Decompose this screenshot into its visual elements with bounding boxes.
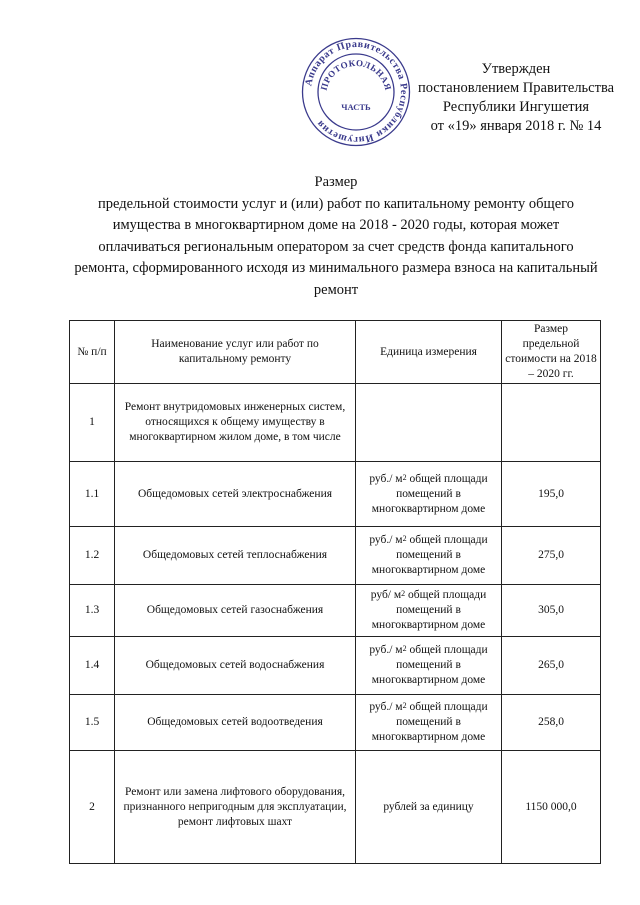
row-value xyxy=(502,384,601,462)
row-unit xyxy=(356,384,502,462)
row-value: 265,0 xyxy=(502,637,601,695)
unit-prefix: руб/ м xyxy=(370,589,402,601)
row-unit xyxy=(356,637,502,695)
header-value: Размер предельной стоимости на 2018 – 2020 гг. xyxy=(502,321,601,384)
header-number: № п/п xyxy=(70,321,115,384)
row-name: Общедомовых сетей водоотведения xyxy=(115,695,356,751)
seal-inner-arc-text: ПРОТОКОЛЬНАЯ xyxy=(318,57,394,92)
row-value: 275,0 xyxy=(502,527,601,585)
table-row xyxy=(70,695,601,751)
unit-suffix: общей площади помещений в многоквартирном доме xyxy=(371,589,487,631)
unit-suffix: общей площади помещений в многоквартирном доме xyxy=(371,644,488,686)
row-value: 305,0 xyxy=(502,585,601,637)
seal-outer-text: Аппарат Правительства Республики Ингушетия xyxy=(303,38,410,146)
table-row xyxy=(70,637,601,695)
row-value: 258,0 xyxy=(502,695,601,751)
unit-prefix: руб./ м xyxy=(369,701,403,713)
document-heading xyxy=(70,172,602,301)
row-value: 195,0 xyxy=(502,462,601,527)
row-number: 1.2 xyxy=(70,527,115,585)
row-number: 1.4 xyxy=(70,637,115,695)
row-unit xyxy=(356,527,502,585)
row-unit xyxy=(356,462,502,527)
unit-prefix: рублей за единицу xyxy=(383,800,474,813)
unit-prefix: руб./ м xyxy=(369,472,403,485)
table-row xyxy=(70,751,601,864)
unit-suffix: общей площади помещений в многоквартирном доме xyxy=(371,701,488,743)
unit-superscript: 2 xyxy=(402,701,407,710)
heading-title: Размер xyxy=(314,174,358,190)
approval-line-1: Утвержден xyxy=(481,61,551,77)
row-unit xyxy=(356,585,502,637)
approval-line-2: постановлением Правительства xyxy=(417,80,615,96)
seal-center-text: ЧАСТЬ xyxy=(341,102,371,112)
unit-prefix: руб./ м xyxy=(369,534,403,546)
table-row xyxy=(70,527,601,585)
row-unit xyxy=(356,751,502,864)
row-name: Ремонт или замена лифтового оборудования, признанного непригодным для эксплуатации, ремонт лифтовых шахт xyxy=(115,751,356,864)
header-name: Наименование услуг или работ по капитальному ремонту xyxy=(115,321,356,384)
table-header-row xyxy=(70,321,601,384)
row-value: 1150 000,0 xyxy=(502,751,601,864)
row-name: Ремонт внутридомовых инженерных систем, относящихся к общему имуществу в многоквартирном жилом доме, в том числе xyxy=(115,384,356,462)
row-name: Общедомовых сетей электроснабжения xyxy=(115,462,356,527)
unit-prefix: руб./ м xyxy=(369,644,403,656)
row-unit xyxy=(356,695,502,751)
unit-superscript: 2 xyxy=(402,534,407,543)
svg-text:ПРОТОКОЛЬНАЯ xyxy=(319,58,394,92)
approval-line-3: Республики Ингушетия xyxy=(442,99,590,115)
table-row xyxy=(70,585,601,637)
unit-suffix: общей площади помещений в многоквартирном доме xyxy=(371,472,488,515)
unit-suffix: общей площади помещений в многоквартирном доме xyxy=(371,534,488,576)
row-number: 1.1 xyxy=(70,462,115,527)
table-row xyxy=(70,384,601,462)
row-name: Общедомовых сетей газоснабжения xyxy=(115,585,356,637)
row-number: 1 xyxy=(70,384,115,462)
table-row xyxy=(70,462,601,527)
heading-body: предельной стоимости услуг и (или) работ по капитальному ремонту общего имущества в многоквартирном доме на 2018 - 2020 годы, которая может оплачиваться региональным оператором за счет средств фонда капитального ремонта, сформированного исходя из минимального размера взноса на капитальный ремонт xyxy=(74,195,598,298)
unit-superscript: 2 xyxy=(402,472,407,482)
unit-superscript: 2 xyxy=(401,589,406,598)
row-number: 1.5 xyxy=(70,695,115,751)
official-seal-stamp xyxy=(300,36,412,148)
unit-superscript: 2 xyxy=(402,644,407,653)
row-number: 1.3 xyxy=(70,585,115,637)
cost-table xyxy=(69,320,601,864)
row-number: 2 xyxy=(70,751,115,864)
approval-block xyxy=(398,60,634,136)
approval-line-4: от «19» января 2018 г. № 14 xyxy=(430,118,602,134)
row-name: Общедомовых сетей водоснабжения xyxy=(115,637,356,695)
row-name: Общедомовых сетей теплоснабжения xyxy=(115,527,356,585)
svg-text:Аппарат Правительства Республи xyxy=(303,39,409,145)
header-unit: Единица измерения xyxy=(356,321,502,384)
